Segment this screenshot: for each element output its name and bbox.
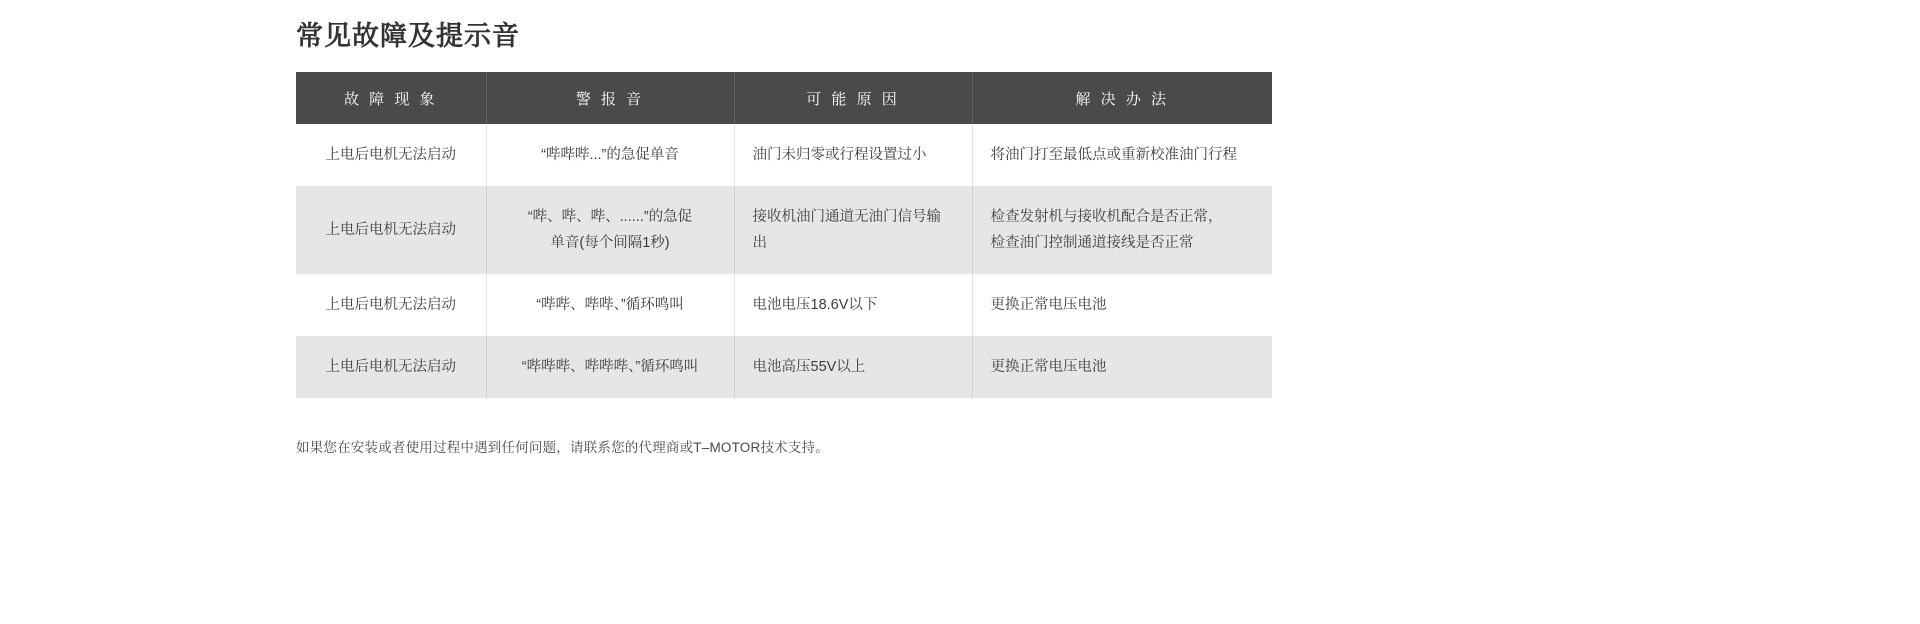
column-header-cause: 可 能 原 因 bbox=[734, 72, 972, 124]
cell-phenomenon: 上电后电机无法启动 bbox=[296, 336, 486, 398]
content-column bbox=[296, 0, 1272, 456]
cell-alarm bbox=[486, 186, 734, 274]
column-header-phenomenon: 故 障 现 象 bbox=[296, 72, 486, 124]
table-row bbox=[296, 186, 1272, 274]
cell-solution bbox=[972, 336, 1272, 398]
cell-solution-line-2: 检查油门控制通道接线是否正常 bbox=[990, 235, 1194, 251]
cell-solution bbox=[972, 274, 1272, 336]
cell-cause: 接收机油门通道无油门信号输出 bbox=[734, 186, 972, 274]
column-header-solution: 解 决 办 法 bbox=[972, 72, 1272, 124]
table-row bbox=[296, 124, 1272, 186]
cell-phenomenon: 上电后电机无法启动 bbox=[296, 124, 486, 186]
cell-cause: 电池高压55V以上 bbox=[734, 336, 972, 398]
cell-alarm bbox=[486, 124, 734, 186]
cell-solution-line-1: 更换正常电压电池 bbox=[990, 359, 1107, 375]
cell-solution-line-1: 更换正常电压电池 bbox=[990, 297, 1107, 313]
table-header bbox=[296, 72, 1272, 124]
cell-alarm-line-1: “哔哔哔...”的急促单音 bbox=[541, 147, 679, 163]
table-header-row bbox=[296, 72, 1272, 124]
table-row bbox=[296, 336, 1272, 398]
fault-table bbox=[296, 72, 1272, 398]
cell-cause: 油门未归零或行程设置过小 bbox=[734, 124, 972, 186]
cell-solution-line-1: 检查发射机与接收机配合是否正常， bbox=[990, 209, 1223, 225]
cell-alarm-line-2: 单音(每个间隔1秒) bbox=[550, 235, 670, 251]
cell-phenomenon: 上电后电机无法启动 bbox=[296, 186, 486, 274]
page-title: 常见故障及提示音 bbox=[296, 21, 520, 51]
cell-solution-line-1: 将油门打至最低点或重新校准油门行程 bbox=[990, 147, 1237, 163]
cell-alarm bbox=[486, 274, 734, 336]
cell-alarm bbox=[486, 336, 734, 398]
cell-solution bbox=[972, 186, 1272, 274]
column-header-alarm: 警 报 音 bbox=[486, 72, 734, 124]
cell-alarm-line-1: “哔、哔、哔、......”的急促 bbox=[527, 209, 693, 225]
cell-cause: 电池电压18.6V以下 bbox=[734, 274, 972, 336]
cell-alarm-line-1: “哔哔哔、哔哔哔、”循环鸣叫 bbox=[521, 359, 699, 375]
table-row bbox=[296, 274, 1272, 336]
table-body bbox=[296, 124, 1272, 398]
cell-phenomenon: 上电后电机无法启动 bbox=[296, 274, 486, 336]
cell-solution bbox=[972, 124, 1272, 186]
cell-alarm-line-1: “哔哔、哔哔、”循环鸣叫 bbox=[536, 297, 684, 313]
footnote-text: 如果您在安装或者使用过程中遇到任何问题，请联系您的代理商或T–MOTOR技术支持。 bbox=[296, 440, 829, 455]
